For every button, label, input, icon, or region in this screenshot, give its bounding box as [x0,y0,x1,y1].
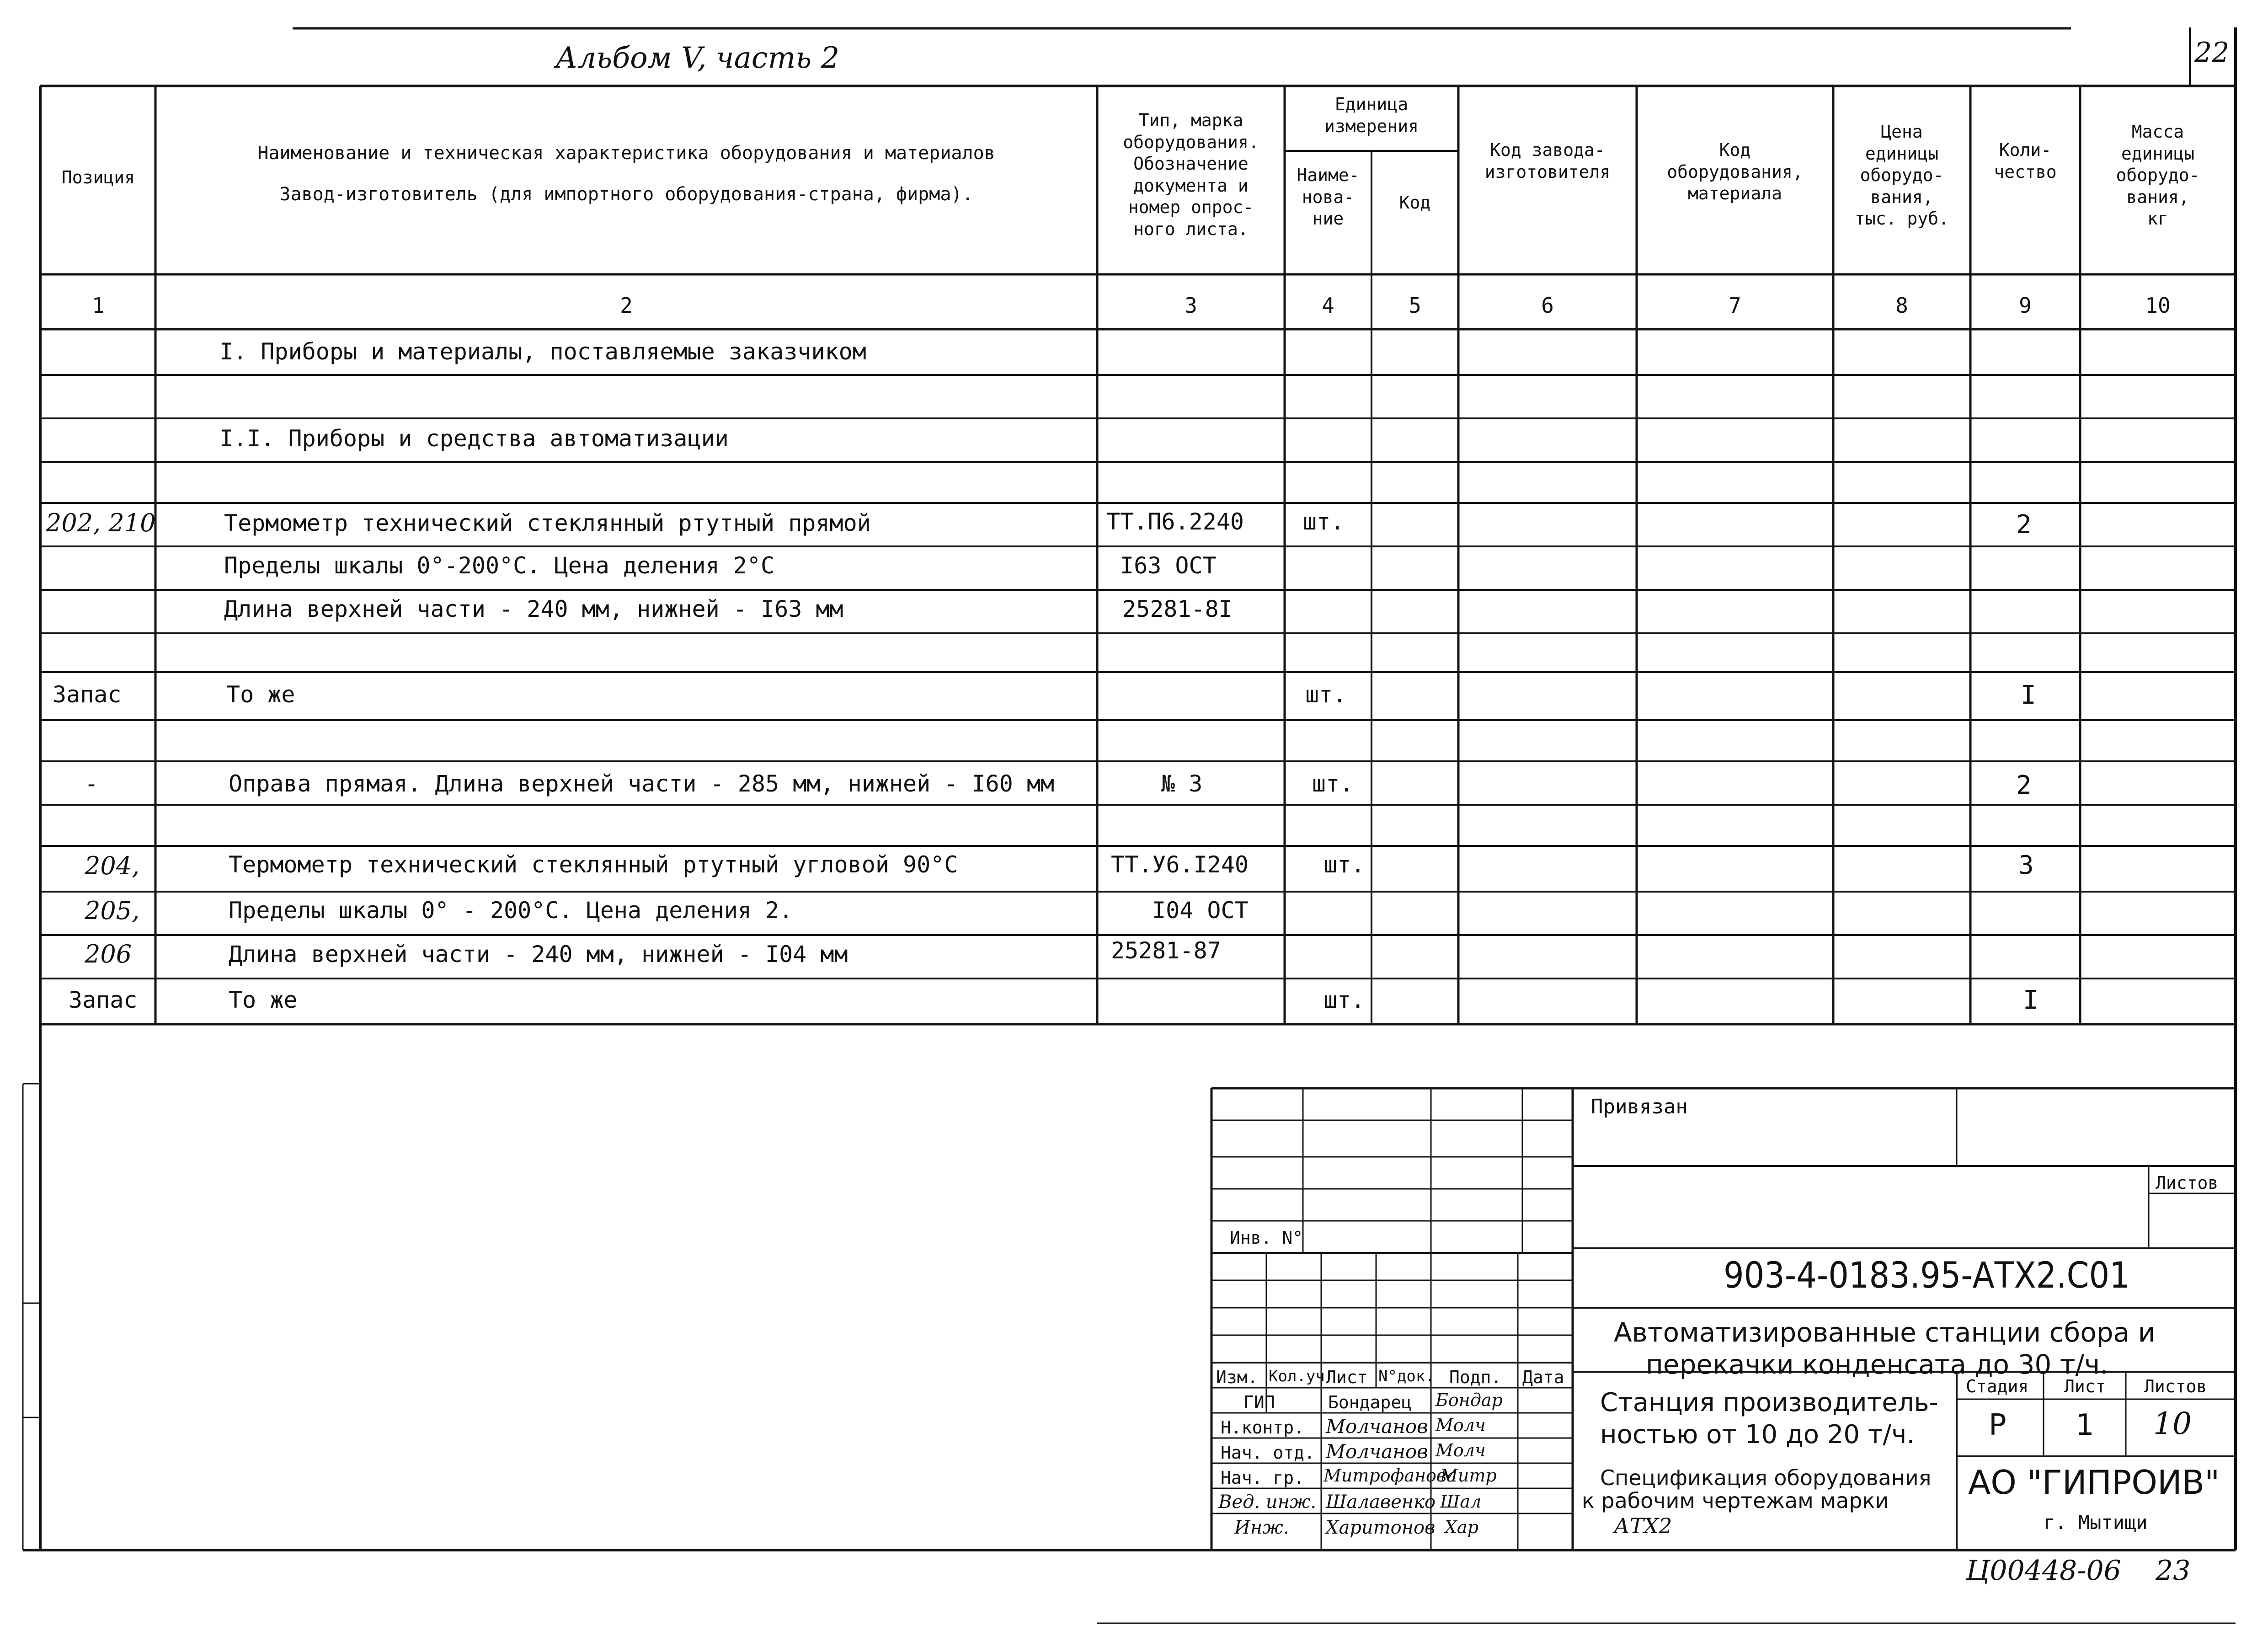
header-mass-line: единицы [2121,143,2195,164]
sheets-value: 10 [2153,1406,2192,1441]
row-name: Пределы шкалы 0° - 200°С. Цена деления 2. [229,897,793,924]
header-type-line: ного листа. [1133,219,1249,239]
column-number: 10 [2145,293,2171,318]
row-name: То же [226,681,295,708]
column-number: 6 [1541,293,1554,318]
organization-name: АО "ГИПРОИВ" [1968,1463,2220,1502]
document-code: 903-4-0183.95-АТХ2.С01 [1724,1255,2130,1296]
row-quantity: I [2021,680,2036,710]
header-factory-code [1461,139,1634,183]
row-name: Оправа прямая. Длина верхней части - 285 мм, нижней - I60 мм [229,770,1055,797]
header-type-line: Обозначение [1133,154,1249,174]
header-price [1836,121,1968,230]
row-name: Длина верхней части - 240 мм, нижней - I04 мм [229,941,848,968]
section-heading: I. Приборы и материалы, поставляемые заказчиком [219,338,866,365]
header-name-line2: Завод-изготовитель (для импортного оборудования-страна, фирма). [279,184,973,205]
row-unit: шт. [1305,681,1347,708]
sign-header: Изм. [1216,1367,1258,1387]
staff-name: Молчанов [1326,1415,1428,1438]
header-price-line: вания, [1870,187,1933,207]
staff-name: Бондарец [1328,1392,1412,1412]
bottom-page: 23 [2156,1555,2191,1587]
privyazan-label: Привязан [1591,1095,1688,1118]
staff-role: Инж. [1234,1517,1289,1538]
row-unit: шт. [1323,851,1365,878]
header-price-line: оборудо- [1860,165,1944,185]
header-mass-line: вания, [2126,187,2189,207]
header-type-line: оборудования. [1123,132,1259,152]
row-type: I63 ОСТ [1120,552,1217,579]
inventory-number-label: Инв. N° [1230,1228,1303,1248]
header-unit-group [1287,94,1456,137]
header-quantity [1973,139,2078,183]
staff-name: Митрофанова [1323,1465,1457,1486]
row-type: 25281-8I [1122,596,1233,622]
column-number: 2 [620,293,633,318]
row-name: Пределы шкалы 0°-200°С. Цена деления 2°С [224,552,775,579]
row-quantity: 3 [2018,850,2034,880]
column-number: 8 [1895,293,1908,318]
staff-role: Нач. отд. [1221,1443,1315,1463]
header-price-line: Цена [1881,122,1923,142]
header-price-line: тыс. руб. [1855,209,1949,229]
staff-role: Нач. гр. [1221,1468,1305,1488]
header-type-line: документа и [1133,175,1249,196]
sign-header: Кол.уч [1269,1367,1325,1385]
spec-line2: к рабочим чертежам марки [1582,1488,1889,1513]
row-type: ТТ.П6.2240 [1106,508,1244,535]
header-unit-name-line: ние [1312,209,1344,229]
header-position: Позиция [61,167,135,187]
staff-role: Н.контр. [1221,1417,1305,1438]
row-position: Запас [69,987,138,1013]
header-equipment-code-line: материала [1688,183,1782,203]
sheets-header: Листов [2144,1376,2207,1396]
sign-header: N°док. [1378,1367,1435,1385]
staff-name: Шалавенко [1326,1492,1436,1513]
sign-header: Лист [1326,1367,1368,1387]
column-number: 4 [1322,293,1334,318]
stage-header: Стадия [1966,1376,2029,1396]
staff-name: Молчанов [1326,1440,1428,1463]
header-factory-code-line: Код завода- [1490,140,1605,160]
row-name: Термометр технический стеклянный ртутный угловой 90°С [229,851,958,878]
project-name-line2: перекачки конденсата до 30 т/ч. [1646,1349,2108,1380]
header-price-line: единицы [1865,143,1939,164]
sign-header: Подп. [1449,1367,1502,1387]
staff-role: ГИП [1243,1392,1275,1412]
column-number: 9 [2019,293,2032,318]
row-name: Длина верхней части - 240 мм, нижней - I63 мм [224,596,843,622]
row-quantity: I [2023,985,2039,1015]
sign-header: Дата [1522,1367,1564,1387]
row-type: 25281-87 [1111,937,1221,964]
row-type: I04 ОСТ [1152,897,1249,924]
header-mass [2082,121,2233,230]
header-mass-line: кг [2147,209,2168,229]
staff-signature: Шал [1440,1492,1482,1512]
staff-role: Вед. инж. [1218,1492,1317,1513]
header-quantity-line: Коли- [1999,140,2052,160]
staff-signature: Молч [1436,1440,1486,1460]
header-equipment-code-line: оборудования, [1667,161,1803,182]
header-type [1099,110,1282,240]
header-type-line: номер опрос- [1128,197,1254,217]
staff-signature: Бондар [1436,1390,1503,1410]
sheet-number-top: 22 [2194,37,2230,69]
header-name-line1: Наименование и техническая характеристика оборудования и материалов [257,143,995,164]
header-unit-code: Код [1399,193,1431,213]
header-unit-group-line: измерения [1324,116,1419,136]
header-mass-line: оборудо- [2116,165,2200,185]
spec-line3: АТХ2 [1614,1513,1672,1538]
row-quantity: 2 [2016,770,2032,800]
header-unit-name-line: нова- [1302,187,1355,207]
row-name: Термометр технический стеклянный ртутный прямой [224,510,871,536]
row-position: Запас [53,681,122,708]
staff-name: Харитонов [1326,1517,1436,1538]
column-number: 7 [1729,293,1741,318]
organization-city: г. Мытищи [2044,1511,2148,1534]
sheet-header: Лист [2064,1376,2106,1396]
row-position: 204, [85,851,140,880]
row-position: - [85,770,99,797]
staff-signature: Митр [1440,1465,1497,1486]
row-unit: шт. [1312,770,1354,797]
row-unit: шт. [1323,987,1365,1013]
row-quantity: 2 [2016,510,2032,540]
project-name-line1: Автоматизированные станции сбора и [1614,1317,2156,1348]
row-position: 205, [85,896,140,925]
column-number: 1 [92,293,105,318]
column-number: 5 [1409,293,1421,318]
staff-signature: Хар [1445,1517,1479,1537]
station-line2: ностью от 10 до 20 т/ч. [1600,1420,1915,1449]
row-name: То же [229,987,298,1013]
sheets-label-top: Листов [2156,1173,2219,1193]
header-equipment-code [1639,139,1831,205]
stage-value: Р [1989,1408,2007,1442]
row-position: 202, 210 [46,508,156,537]
spec-line1: Спецификация оборудования [1600,1465,1932,1490]
header-mass-line: Масса [2131,122,2184,142]
bottom-code: Ц00448-06 [1966,1555,2121,1587]
staff-signature: Молч [1436,1415,1486,1435]
row-unit: шт. [1303,508,1345,535]
header-equipment-code-line: Код [1719,140,1751,160]
header-factory-code-line: изготовителя [1484,161,1611,182]
album-label: Альбом V, часть 2 [555,41,840,75]
row-type: ТТ.У6.I240 [1111,851,1249,878]
header-unit-name [1286,165,1371,230]
subsection-heading: I.I. Приборы и средства автоматизации [219,425,729,452]
row-type: № 3 [1161,770,1203,797]
header-unit-group-line: Единица [1334,94,1409,114]
sheet-value: 1 [2076,1408,2094,1442]
header-quantity-line: чество [1994,161,2057,182]
column-number: 3 [1185,293,1197,318]
header-unit-name-line: Наиме- [1297,165,1360,185]
row-position: 206 [85,940,132,968]
station-line1: Станция производитель- [1600,1388,1938,1417]
header-type-line: Тип, марка [1138,110,1243,130]
